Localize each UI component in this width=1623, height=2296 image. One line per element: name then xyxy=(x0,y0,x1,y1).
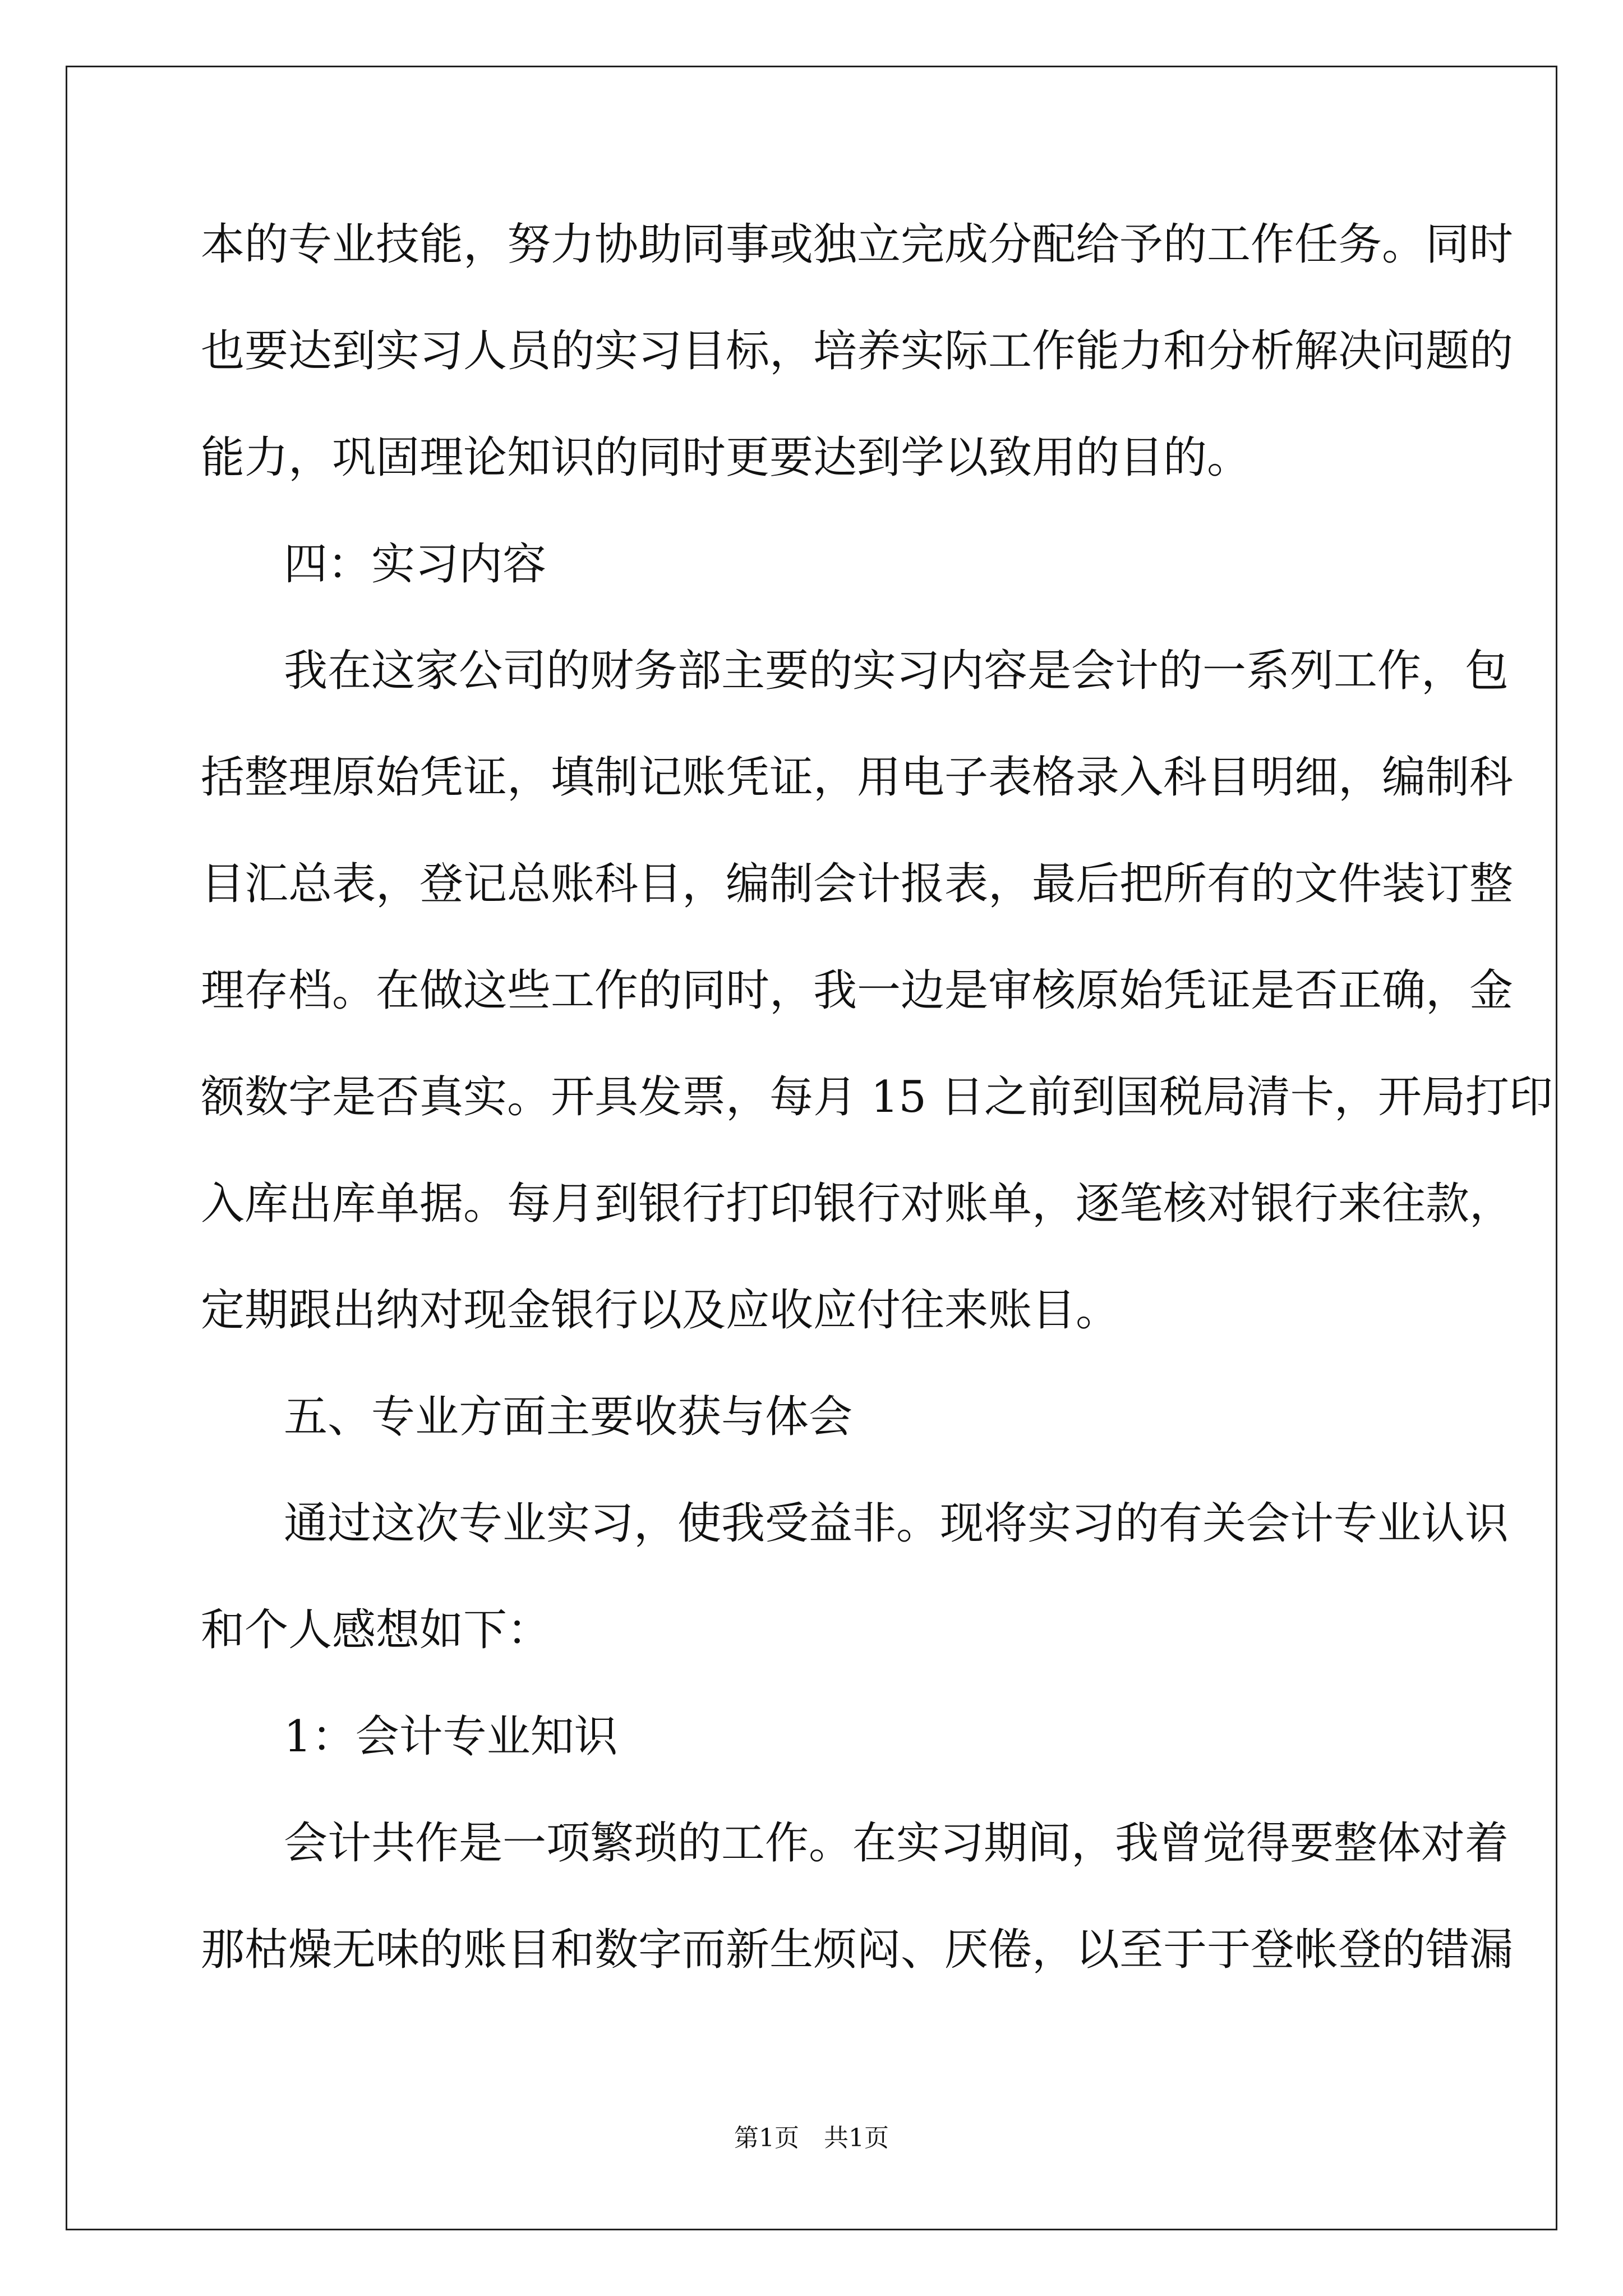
text-line: 能力，巩固理论知识的同时更要达到学以致用的目的。 xyxy=(201,432,1251,483)
section-heading: 1：会计专业知识 xyxy=(284,1711,618,1762)
section-heading: 四：实习内容 xyxy=(284,539,547,590)
section-heading: 五、专业方面主要收获与体会 xyxy=(284,1392,853,1442)
text-line: 入库出库单据。每月到银行打印银行对账单，逐笔核对银行来往款， xyxy=(201,1179,1514,1229)
page-total: 共1页 xyxy=(824,2124,889,2152)
paragraph-first-line: 我在这家公司的财务部主要的实习内容是会计的一系列工作，包 xyxy=(284,646,1509,696)
page-number: 第1页 xyxy=(734,2124,799,2152)
text-line: 括整理原始凭证，填制记账凭证，用电子表格录入科目明细，编制科 xyxy=(201,752,1514,803)
page-footer xyxy=(0,2122,1623,2155)
text-line: 本的专业技能，努力协助同事或独立完成分配给予的工作任务。同时 xyxy=(201,219,1514,270)
text-line: 理存档。在做这些工作的同时，我一边是审核原始凭证是否正确，金 xyxy=(201,965,1514,1016)
text-line: 目汇总表，登记总账科目，编制会计报表，最后把所有的文件装订整 xyxy=(201,859,1514,909)
text-line: 定期跟出纳对现金银行以及应收应付往来账目。 xyxy=(201,1285,1120,1336)
text-line: 也要达到实习人员的实习目标，培养实际工作能力和分析解决问题的 xyxy=(201,326,1514,376)
text-line: 额数字是否真实。开具发票，每月 15 日之前到国税局清卡，开局打印 xyxy=(201,1072,1553,1122)
paragraph-first-line: 会计共作是一项繁琐的工作。在实习期间，我曾觉得要整体对着 xyxy=(284,1818,1509,1869)
text-line: 和个人感想如下： xyxy=(201,1605,551,1655)
text-line: 那枯燥无味的账目和数字而新生烦闷、厌倦，以至于于登帐登的错漏 xyxy=(201,1925,1514,1975)
page-border xyxy=(66,66,1557,2230)
paragraph-first-line: 通过这次专业实习，使我受益非。现将实习的有关会计专业认识 xyxy=(284,1498,1509,1549)
